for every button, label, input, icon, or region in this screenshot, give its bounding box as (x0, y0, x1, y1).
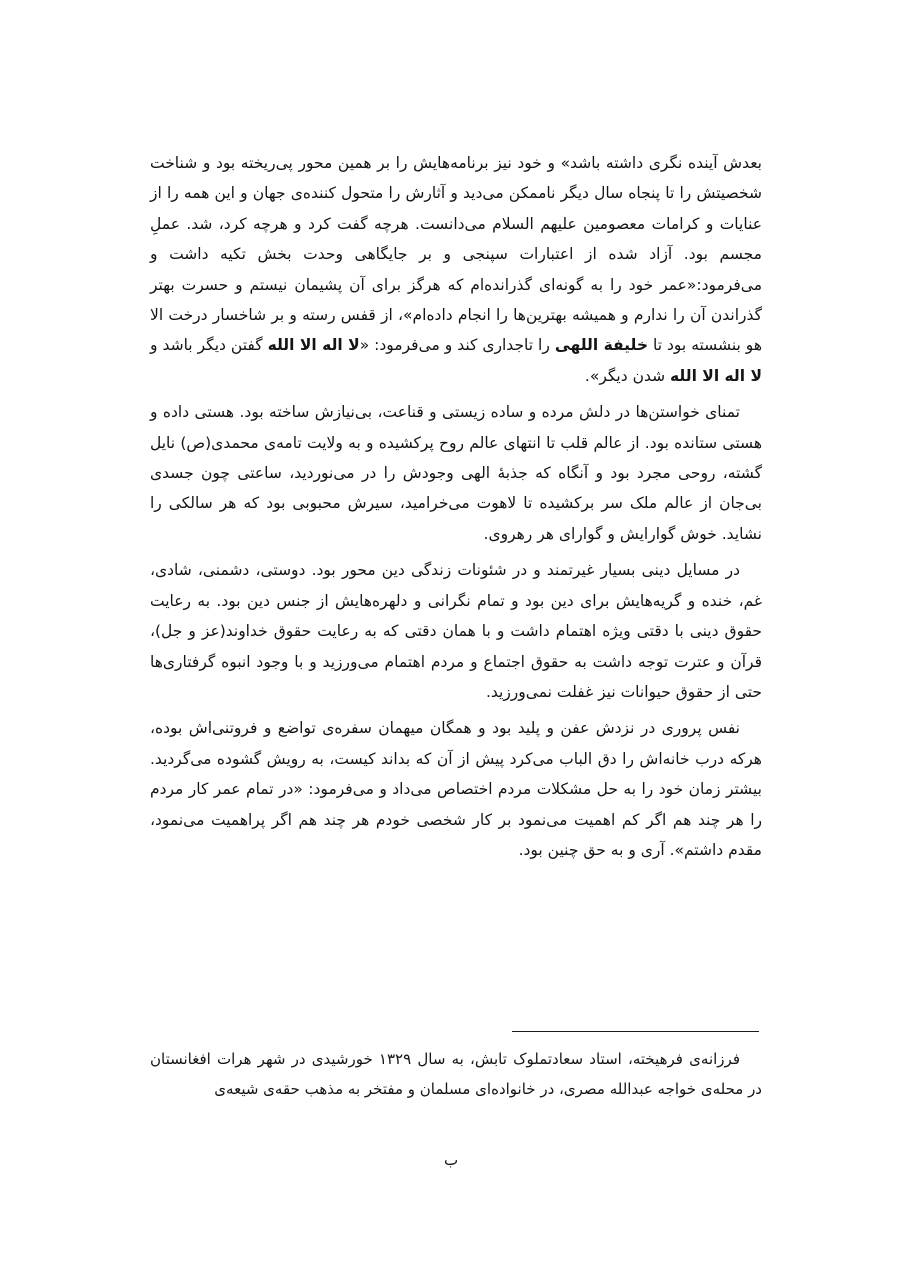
bold-phrase: خلیفة اللهی (554, 336, 649, 355)
paragraph-4: نفس پروری در نزدش عفن و پلید بود و همگان میهمان سفره‌ی تواضع و فروتنی‌اش بوده، هرکه درب خانه‌اش را دق الباب می‌کرد پیش از آن که بداند کیست، به رویش گشوده می‌گردید. بیشتر زمان خود را به حل مشکلات مردم اختصاص می‌داد و می‌فرمود: «در تمام عمر کار مردم را هر چند هم اگر کم اهمیت می‌نمود بر کار شخصی خودم هر چند هم اگر پراهمیت می‌نمود، مقدم داشتم». آری و به حق چنین بود. (150, 719, 762, 859)
bold-phrase: لا اله الا الله (267, 336, 360, 355)
paragraph-2: تمنای خواستن‌ها در دلش مرده و ساده زیستی و قناعت، بی‌نیازش ساخته بود. هستی داده و هستی ستانده بود. از عالم قلب تا انتهای عالم روح پرکشیده و به ولایت تامه‌ی محمدی(ص) نایل گشته، روحی مجرد بود و آنگاه که جذبهٔ الهی وجودش را در می‌نوردید، ساعتی چون جسدی بی‌جان از عالم ملک سر برکشیده تا لاهوت می‌خرامید، سیرش محبوبی بود که هر سالکی را نشاید. خوش گوارایش و گوارای هر رهروی. (150, 403, 762, 543)
bold-phrase: لا اله الا الله (670, 366, 762, 385)
page-number: ب (443, 1151, 459, 1169)
footnote: فرزانه‌ی فرهیخته، استاد سعادتملوک تابش، به سال ۱۳۲۹ خورشیدی در شهر هرات افغانستان در محله‌ی خواجه عبدالله مصری، در خانواده‌ای مسلمان و مفتخر به مذهب حقه‌ی شیعه‌ی (150, 1050, 762, 1098)
paragraph-1: بعدش آینده نگری داشته باشد» و خود نیز برنامه‌هایش را بر همین محور پی‌ریخته بود و شناخت شخصیتش را تا پنجاه سال دیگر ناممکن می‌دید و آثارش را متحول کننده‌ی جهان و این همه را از عنایات و کرامات معصومین علیهم السلام می‌دانست. هرچه گفت کرد و هرچه کرد، شد. عملِ مجسم بود. آزاد شده از اعتبارات سپنجی و بر جایگاهی وحدت بخش تکیه داشت و می‌فرمود:«عمر خود را به گونه‌ای گذرانده‌ام که هرگز برای آن پشیمان نیستم و حسرت بهتر گذراندن آن را ندارم و همیشه بهترین‌ها را انجام داده‌ام»، از قفس رسته و بر شاخسار درخت الا هو بنشسته بود تا خلیفة اللهی را تاجداری کند و می‌فرمود: «لا اله الا الله گفتن دیگر باشد و لا اله الا الله شدن دیگر». (150, 154, 762, 385)
paragraph-3: در مسایل دینی بسیار غیرتمند و در شئونات زندگی دین محور بود. دوستی، دشمنی، شادی، غم، خنده و گریه‌هایش برای دین بود و تمام نگرانی و دلهره‌هایش از جنس دین بود. به رعایت حقوق دینی با دقتی ویژه اهتمام داشت و با همان دقتی که به رعایت حقوق خداوند(عز و جل)، قرآن و عترت توجه داشت به حقوق اجتماع و مردم اهتمام می‌ورزید و با وجود انبوه گرفتاری‌ها حتی از حقوق حیوانات نیز غفلت نمی‌ورزید. (150, 561, 762, 701)
body-text (150, 148, 762, 871)
footnote-separator (512, 1031, 759, 1032)
